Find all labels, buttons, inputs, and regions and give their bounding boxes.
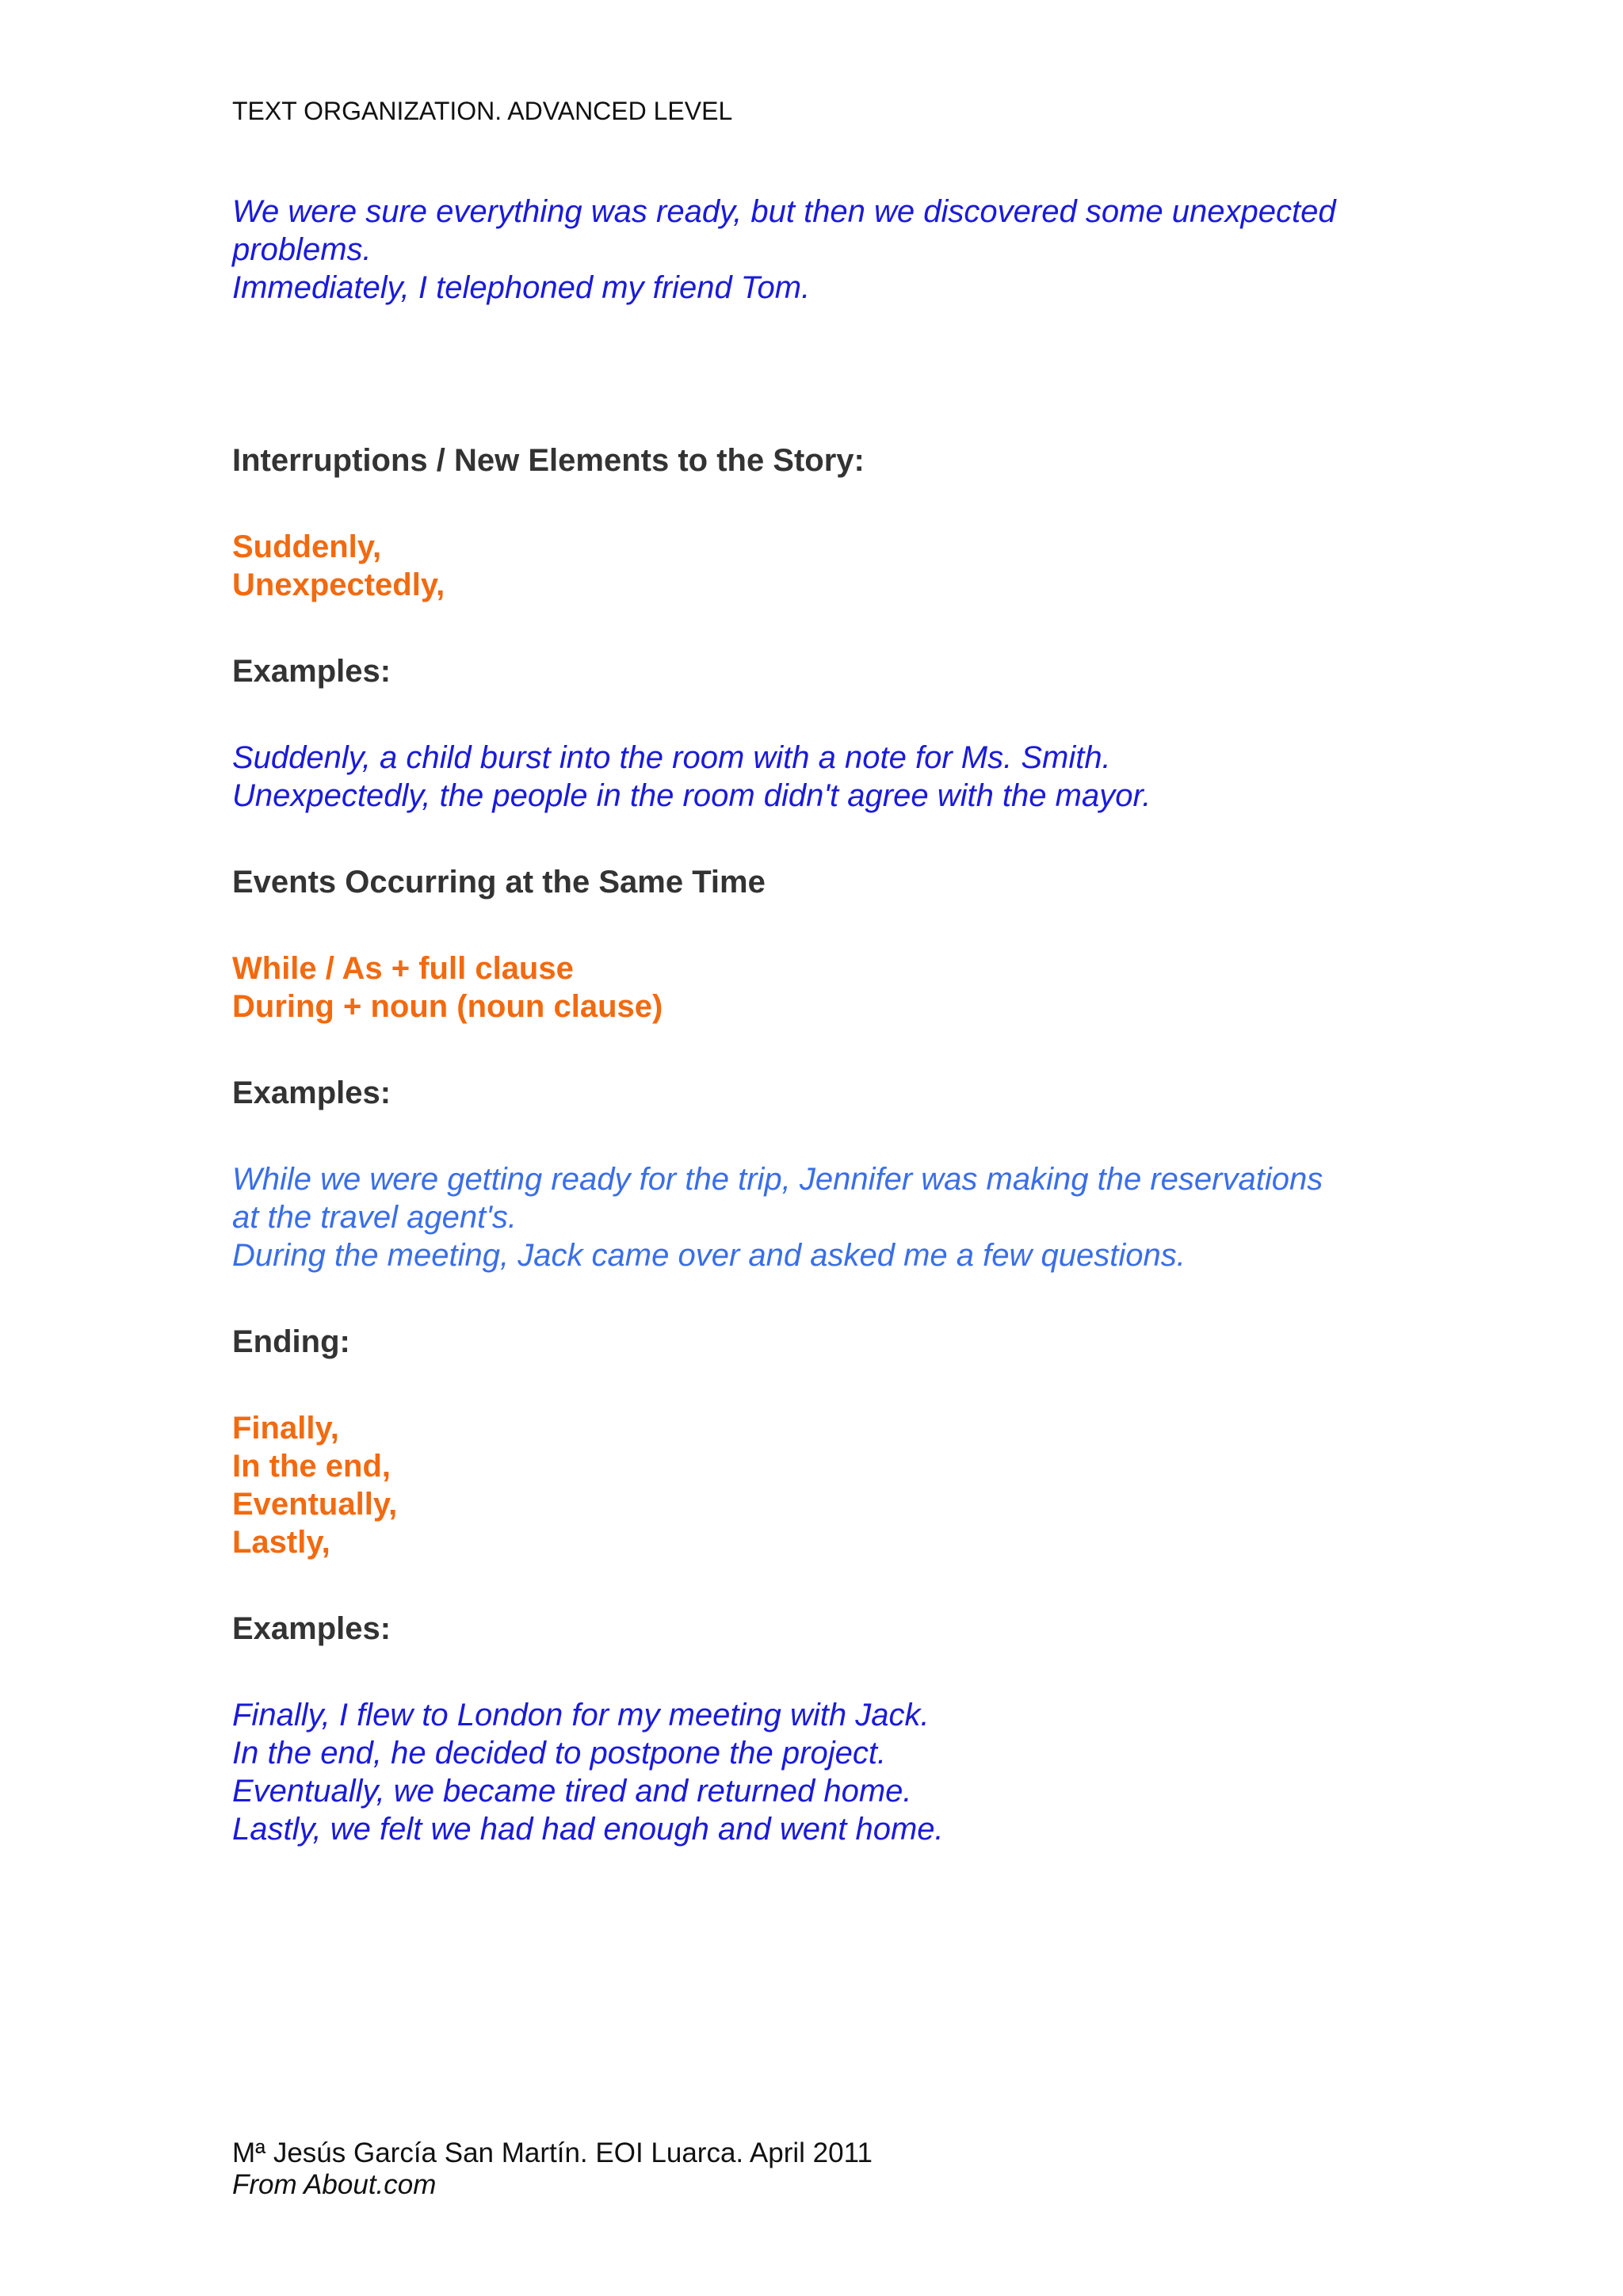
example-line: Unexpectedly, the people in the room didn't agree with the mayor.: [232, 778, 1151, 813]
connector-item: While / As + full clause: [232, 951, 574, 986]
section-ending: [232, 1323, 1421, 1848]
example-line: Finally, I flew to London for my meeting with Jack.: [232, 1698, 930, 1733]
footer-author: Mª Jesús García San Martín. EOI Luarca. April 2011: [232, 2137, 873, 2168]
examples-label: Examples:: [232, 654, 391, 689]
example-line: Immediately, I telephoned my friend Tom.: [232, 270, 811, 305]
connector-item: During + noun (noun clause): [232, 989, 663, 1024]
example-line: Suddenly, a child burst into the room with a note for Ms. Smith.: [232, 740, 1111, 775]
section-heading: Ending:: [232, 1324, 350, 1359]
connector-item: Finally,: [232, 1411, 339, 1446]
examples-label: Examples:: [232, 1611, 391, 1646]
section-same-time: [232, 863, 1421, 1274]
example-line: Lastly, we felt we had had enough and went home.: [232, 1812, 944, 1847]
connector-item: In the end,: [232, 1449, 391, 1484]
example-line: problems.: [232, 232, 372, 267]
document-content: [232, 193, 1421, 1848]
example-line: We were sure everything was ready, but then we discovered some unexpected: [232, 194, 1336, 229]
connector-item: Unexpectedly,: [232, 567, 445, 602]
connector-item: Eventually,: [232, 1487, 398, 1522]
document-header: TEXT ORGANIZATION. ADVANCED LEVEL: [232, 97, 733, 125]
section-interruptions: [232, 441, 1421, 815]
example-line: at the travel agent's.: [232, 1200, 517, 1235]
example-line: In the end, he decided to postpone the project.: [232, 1736, 887, 1771]
section-heading: Interruptions / New Elements to the Story:: [232, 443, 865, 478]
footer-source: From About.com: [232, 2169, 437, 2200]
examples-label: Examples:: [232, 1075, 391, 1110]
example-line: During the meeting, Jack came over and asked me a few questions.: [232, 1238, 1186, 1273]
connector-item: Lastly,: [232, 1525, 330, 1560]
document-footer: [232, 2137, 873, 2201]
connector-item: Suddenly,: [232, 529, 382, 564]
example-line: Eventually, we became tired and returned home.: [232, 1774, 912, 1809]
section-heading: Events Occurring at the Same Time: [232, 865, 766, 900]
example-line: While we were getting ready for the trip, Jennifer was making the reservations: [232, 1162, 1323, 1197]
intro-examples: [232, 193, 1421, 307]
